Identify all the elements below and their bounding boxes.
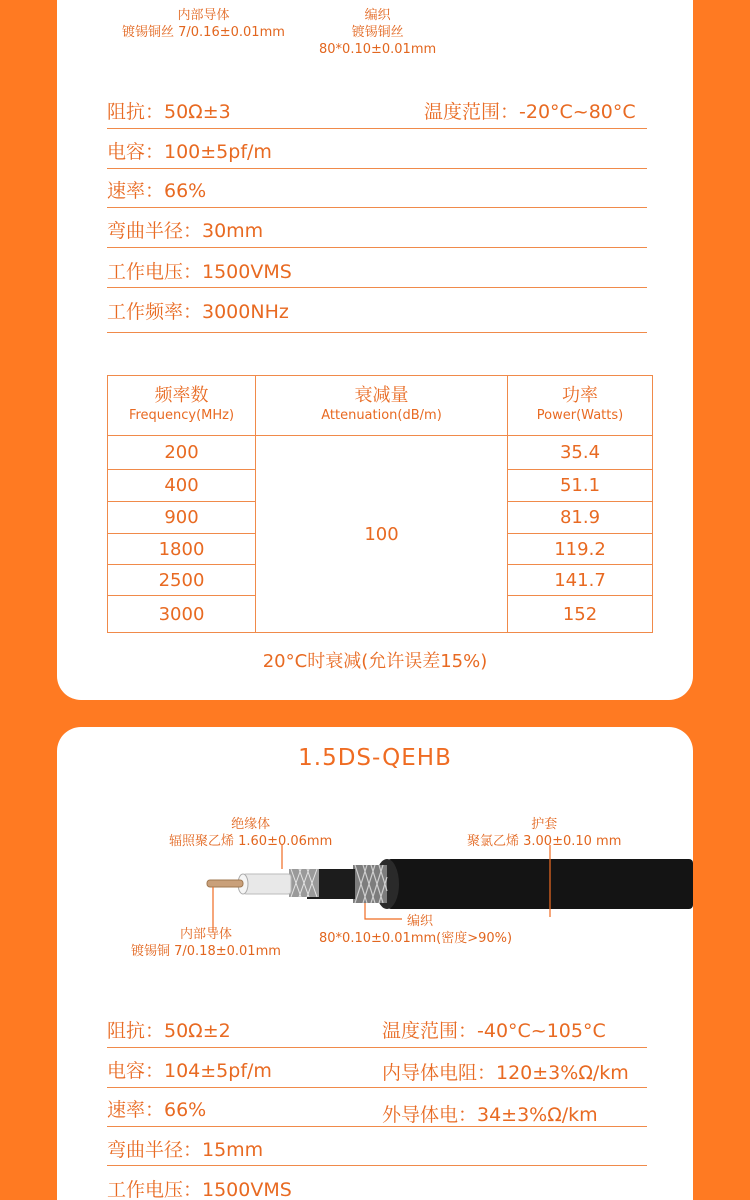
divider	[107, 332, 647, 333]
cell-power: 152	[508, 596, 653, 633]
braid-title-2: 编织	[407, 914, 434, 929]
jacket-label	[467, 816, 621, 850]
cell-power: 81.9	[508, 502, 653, 534]
spec-voltage: 工作电压：1500VMS	[107, 261, 292, 283]
cable-spec-card-1	[57, 0, 693, 700]
spec-capacitance-2: 电容：104±5pf/m	[107, 1060, 272, 1082]
spec-capacitance: 电容：100±5pf/m	[107, 141, 272, 163]
inner-conductor-label-2	[131, 926, 281, 960]
product-title: 1.5DS-QEHB	[298, 745, 452, 771]
table-header-row	[108, 376, 653, 436]
table-row	[108, 436, 653, 470]
spec-bend-radius: 弯曲半径：30mm	[107, 220, 264, 242]
cell-frequency: 200	[108, 436, 256, 470]
cell-power: 51.1	[508, 470, 653, 502]
divider	[107, 128, 647, 129]
jacket-title: 护套	[531, 817, 558, 832]
cell-power: 141.7	[508, 565, 653, 596]
spec-voltage-2: 工作电压：1500VMS	[107, 1179, 292, 1200]
cell-power: 35.4	[508, 436, 653, 470]
braid-label	[319, 7, 436, 58]
divider	[107, 207, 647, 208]
divider	[107, 247, 647, 248]
jacket-spec: 聚氯乙烯 3.00±0.10 mm	[467, 834, 622, 849]
spec-outer-resistance: 外导体电：34±3%Ω/km	[382, 1104, 598, 1126]
insulation-spec: 辐照聚乙烯 1.60±0.06mm	[169, 834, 333, 849]
divider	[107, 287, 647, 288]
divider	[107, 1126, 647, 1127]
braid-spec-2: 80*0.10±0.01mm(密度>90%)	[319, 931, 513, 946]
spec-velocity: 速率：66%	[107, 180, 207, 202]
cable-spec-card-2	[57, 727, 693, 1200]
attenuation-table	[107, 375, 653, 633]
table-note: 20°C时衰减(允许误差15%)	[262, 651, 488, 672]
cell-frequency: 900	[108, 502, 256, 534]
spec-temperature-2: 温度范围：-40°C~105°C	[382, 1020, 606, 1042]
spec-velocity-2: 速率：66%	[107, 1099, 207, 1121]
cell-frequency: 1800	[108, 534, 256, 565]
cell-frequency: 400	[108, 470, 256, 502]
spec-temperature: 温度范围：-20°C~80°C	[424, 101, 636, 123]
spec-inner-resistance: 内导体电阻：120±3%Ω/km	[382, 1062, 629, 1084]
spec-impedance-2: 阻抗：50Ω±2	[107, 1020, 231, 1042]
insulation-title: 绝缘体	[231, 817, 271, 832]
cell-frequency: 2500	[108, 565, 256, 596]
header-attenuation: 衰减量 Attenuation(dB/m)	[256, 376, 508, 436]
inner-conductor-label	[122, 7, 285, 41]
braid-spec: 80*0.10±0.01mm	[319, 42, 437, 57]
spec-bend-radius-2: 弯曲半径：15mm	[107, 1139, 264, 1161]
braid-material: 镀锡铜丝	[351, 25, 404, 40]
header-frequency: 频率数 Frequency(MHz)	[108, 376, 256, 436]
divider	[107, 1087, 647, 1088]
spec-frequency: 工作频率：3000NHz	[107, 301, 289, 323]
spec-impedance: 阻抗：50Ω±3	[107, 101, 231, 123]
cell-power: 119.2	[508, 534, 653, 565]
inner-conductor-title: 内部导体	[177, 8, 230, 23]
header-power: 功率 Power(Watts)	[508, 376, 653, 436]
braid-label-2	[319, 913, 512, 947]
divider	[107, 168, 647, 169]
insulation-label	[169, 816, 332, 850]
inner-title-2: 内部导体	[179, 927, 232, 942]
divider	[107, 1047, 647, 1048]
cell-frequency: 3000	[108, 596, 256, 633]
braid-title: 编织	[364, 8, 391, 23]
inner-spec-2: 镀锡铜 7/0.18±0.01mm	[131, 944, 281, 959]
jacket-shape	[387, 859, 693, 909]
inner-conductor-spec: 镀锡铜丝 7/0.16±0.01mm	[122, 25, 285, 40]
divider	[107, 1165, 647, 1166]
cell-attenuation: 100	[256, 436, 508, 633]
